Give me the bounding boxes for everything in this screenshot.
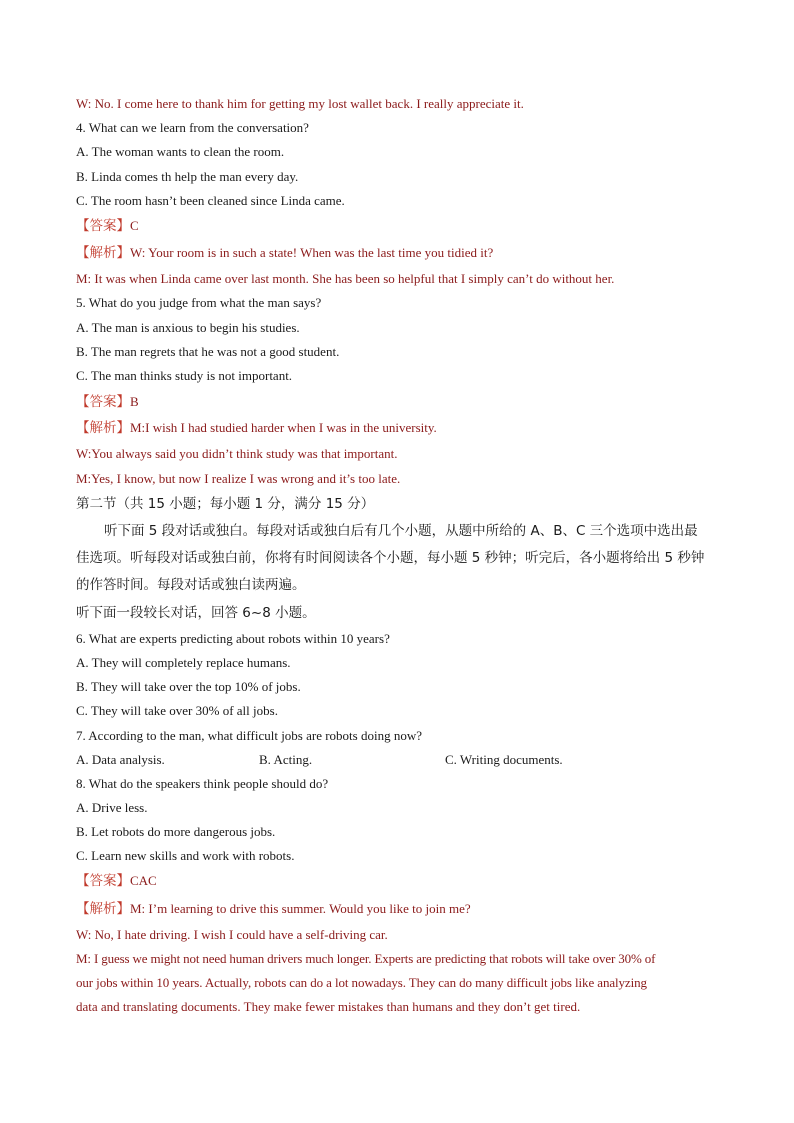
analysis-tag: 【解析】 (76, 901, 130, 917)
q5-option-a: A. The man is anxious to begin his studies. (76, 320, 300, 335)
q5-answer (76, 394, 139, 410)
section-2-instruction-line-1: 听下面 5 段对话或独白。每段对话或独白后有几个小题，从题中所给的 A、B、C 三个选项中选出最 (104, 523, 698, 539)
analysis-tag: 【解析】 (76, 420, 130, 436)
q4-answer (76, 218, 139, 234)
answer-tag: 【答案】 (76, 394, 130, 410)
q4-question: 4. What can we learn from the conversation? (76, 120, 309, 135)
section-2-instruction-line-2: 佳选项。听每段对话或独白前，你将有时间阅读各个小题，每小题 5 秒钟；听完后，各小题将给出 5 秒钟 (76, 550, 705, 566)
q7-question: 7. According to the man, what difficult jobs are robots doing now? (76, 728, 422, 743)
q6-question: 6. What are experts predicting about robots within 10 years? (76, 631, 390, 646)
q4-analysis (76, 245, 493, 261)
analysis-text: W: Your room is in such a state! When was the last time you tidied it? (130, 245, 494, 260)
q4-option-b: B. Linda comes th help the man every day. (76, 169, 299, 184)
q8-option-a: A. Drive less. (76, 800, 148, 815)
q8-answer (76, 873, 157, 889)
q8-analysis (76, 901, 471, 917)
answer-tag: 【答案】 (76, 873, 130, 889)
q6-option-a: A. They will completely replace humans. (76, 655, 291, 670)
section-2-heading: 第二节（共 15 小题；每小题 1 分，满分 15 分） (76, 496, 375, 512)
analysis-tag: 【解析】 (76, 245, 130, 261)
q8-analysis-line-3c: data and translating documents. They make fewer mistakes than humans and they don’t get tired. (76, 999, 581, 1014)
q4-analysis-line-2: M: It was when Linda came over last month. She has been so helpful that I simply can’t do without her. (76, 271, 615, 286)
q8-question: 8. What do the speakers think people should do? (76, 776, 329, 791)
answer-value: CAC (130, 873, 157, 888)
q5-analysis-line-3: M:Yes, I know, but now I realize I was wrong and it’s too late. (76, 471, 401, 486)
analysis-text: M:I wish I had studied harder when I was in the university. (130, 420, 437, 435)
q3-woman-reply: W: No. I come here to thank him for getting my lost wallet back. I really appreciate it. (76, 96, 524, 111)
q8-option-b: B. Let robots do more dangerous jobs. (76, 824, 276, 839)
q6-option-b: B. They will take over the top 10% of jobs. (76, 679, 301, 694)
q4-option-a: A. The woman wants to clean the room. (76, 144, 285, 159)
q7-option-c: C. Writing documents. (445, 752, 563, 767)
q5-analysis-line-2: W:You always said you didn’t think study was that important. (76, 446, 398, 461)
section-2-sub-instruction: 听下面一段较长对话，回答 6~8 小题。 (76, 605, 316, 621)
q5-analysis (76, 420, 437, 436)
answer-value: C (130, 218, 139, 233)
q8-option-c: C. Learn new skills and work with robots. (76, 848, 295, 863)
section-2-instruction-line-3: 的作答时间。每段对话或独白读两遍。 (76, 577, 306, 593)
q4-option-c: C. The room hasn’t been cleaned since Linda came. (76, 193, 345, 208)
q8-analysis-line-3a: M: I guess we might not need human drivers much longer. Experts are predicting that robots will take over 30% of (76, 951, 656, 966)
answer-value: B (130, 394, 139, 409)
q7-option-b: B. Acting. (259, 752, 313, 767)
q5-option-b: B. The man regrets that he was not a good student. (76, 344, 340, 359)
analysis-text: M: I’m learning to drive this summer. Would you like to join me? (130, 901, 471, 916)
q5-option-c: C. The man thinks study is not important. (76, 368, 293, 383)
answer-tag: 【答案】 (76, 218, 130, 234)
q7-option-a: A. Data analysis. (76, 752, 165, 767)
q8-analysis-line-3b: our jobs within 10 years. Actually, robots can do a lot nowadays. They can do many difficult jobs like analyzing (76, 975, 647, 990)
q8-analysis-line-2: W: No, I hate driving. I wish I could have a self-driving car. (76, 927, 388, 942)
q5-question: 5. What do you judge from what the man says? (76, 295, 322, 310)
q6-option-c: C. They will take over 30% of all jobs. (76, 703, 278, 718)
